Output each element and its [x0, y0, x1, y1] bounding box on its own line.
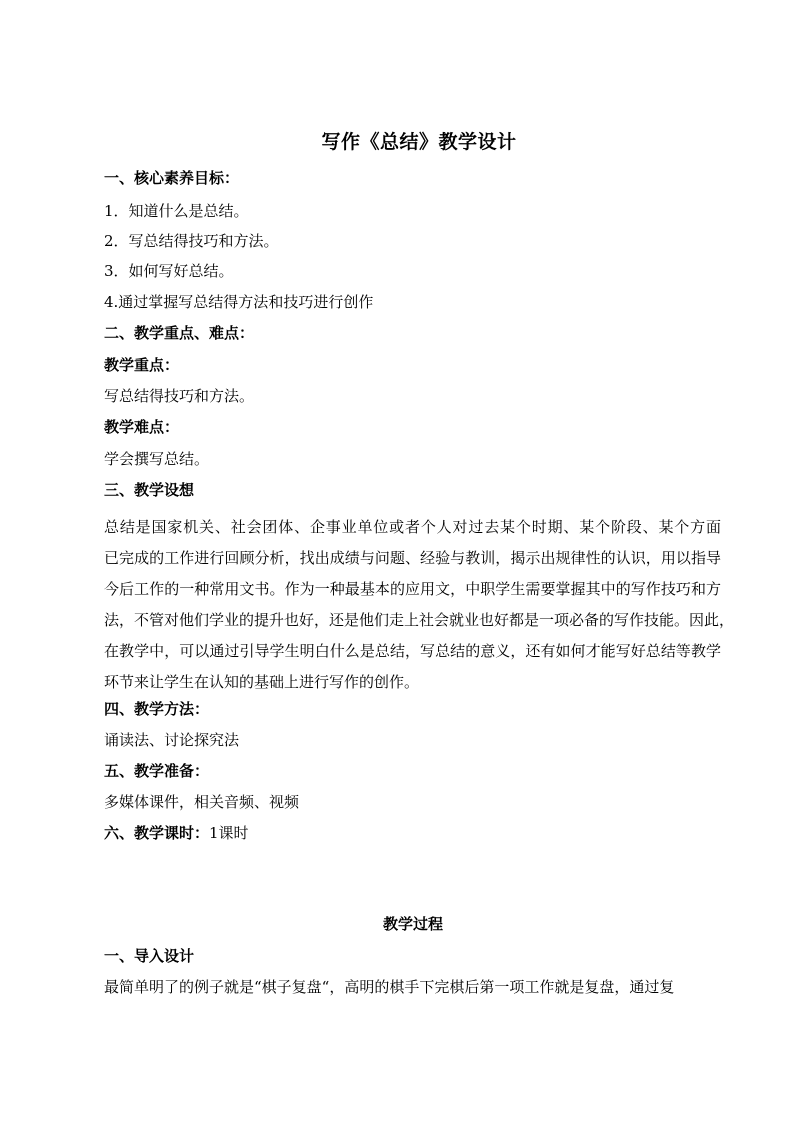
- difficulty-text: 学会撰写总结。: [104, 450, 210, 468]
- document-title: 写作《总结》教学设计: [321, 131, 517, 153]
- section5-heading: 五、教学准备：: [104, 762, 210, 780]
- paragraph-line: 法，不管对他们学业的提升也好，还是他们走上社会就业也好都是一项必备的写作技能。因此，: [104, 611, 735, 629]
- section6-line: [104, 823, 249, 843]
- objective-item-4: 4.通过掌握写总结得方法和技巧进行创作: [104, 293, 374, 311]
- section6-heading: 六、教学课时：: [104, 824, 210, 842]
- objective-item-2: 2．写总结得技巧和方法。: [104, 232, 279, 250]
- preparation-text: 多媒体课件，相关音频、视频: [104, 793, 300, 811]
- objective-item-1: 1．知道什么是总结。: [104, 202, 249, 220]
- objective-item-3: 3．如何写好总结。: [104, 262, 234, 280]
- concept-paragraph: [104, 512, 735, 698]
- section2-heading: 二、教学重点、难点：: [104, 324, 255, 342]
- intro-text: 最简单明了的例子就是“棋子复盘“，高明的棋手下完棋后第一项工作就是复盘，通过复: [104, 978, 675, 996]
- process-heading: 教学过程: [382, 915, 443, 933]
- key-point-text: 写总结得技巧和方法。: [104, 387, 255, 405]
- paragraph-line: 环节来让学生在认知的基础上进行写作的创作。: [104, 673, 420, 691]
- section1-heading: 一、核心素养目标：: [104, 169, 240, 187]
- paragraph-line: 总结是国家机关、社会团体、企事业单位或者个人对过去某个时期、某个阶段、某个方面: [104, 518, 721, 536]
- paragraph-line: 在教学中，可以通过引导学生明白什么是总结，写总结的意义，还有如何才能写好总结等教学: [104, 642, 721, 660]
- paragraph-line: 今后工作的一种常用文书。作为一种最基本的应用文，中职学生需要掌握其中的写作技巧和方: [104, 580, 721, 598]
- paragraph-line: 已完成的工作进行回顾分析，找出成绩与问题、经验与教训，揭示出规律性的认识，用以指导: [104, 549, 721, 567]
- section4-heading: 四、教学方法：: [104, 700, 210, 718]
- intro-design-heading: 一、导入设计: [104, 947, 195, 965]
- method-text: 诵读法、讨论探究法: [104, 731, 240, 749]
- key-point-label: 教学重点：: [104, 356, 180, 374]
- difficulty-label: 教学难点：: [104, 418, 180, 436]
- class-hours-value: 1课时: [209, 824, 249, 842]
- section3-heading: 三、教学设想: [104, 481, 195, 499]
